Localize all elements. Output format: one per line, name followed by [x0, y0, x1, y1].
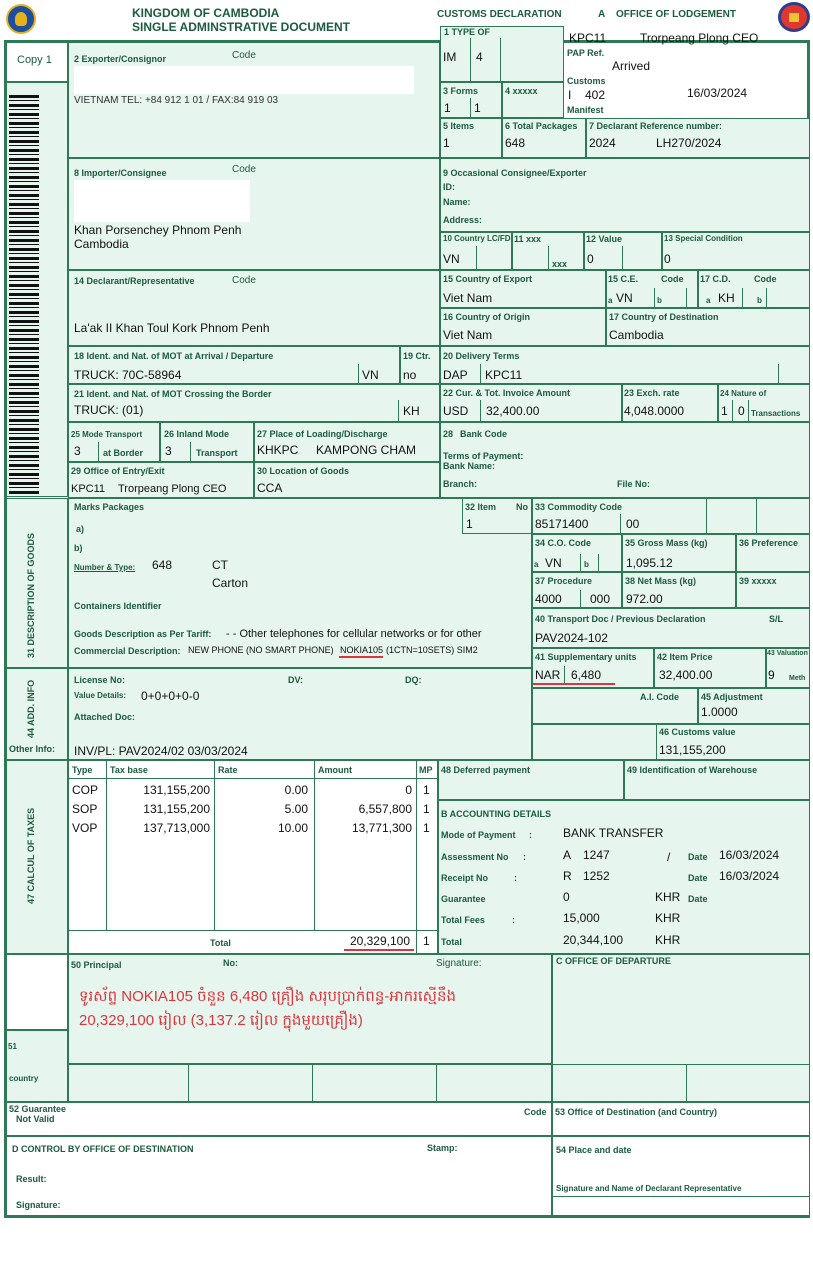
loading-place-name: KAMPONG CHAM	[316, 443, 417, 457]
occasional-name: Name:	[443, 197, 471, 207]
tax-row-type: COP	[72, 783, 99, 797]
ce-label: 15 C.E.	[608, 274, 639, 284]
box51-label: 51	[8, 1042, 17, 1051]
special-condition-value: 0	[664, 252, 671, 266]
dq-label: DQ:	[405, 675, 422, 685]
invoice-amount: 32,400.00	[486, 404, 540, 418]
fees-colon: :	[512, 915, 515, 925]
items-label: 5 Items	[443, 121, 475, 131]
country-lcfd-label: 10 Country LC/FD	[443, 234, 511, 243]
type-im: IM	[443, 50, 457, 64]
lodgement-code: KPC11	[569, 31, 607, 45]
accounting-total-value: 20,344,100	[563, 933, 624, 947]
transport-doc-sl: S/L	[769, 614, 784, 624]
tax-row-mp: 1	[423, 802, 430, 816]
supplementary-value: 6,480	[571, 668, 602, 682]
valuation-value: 9	[768, 668, 775, 682]
exporter-redacted	[74, 66, 414, 94]
customs-label: Customs	[567, 76, 606, 86]
tax-row-base: 137,713,000	[143, 821, 210, 835]
deferred-payment-label: 48 Deferred payment	[441, 765, 531, 775]
cd-b: b	[757, 296, 762, 305]
receipt-label: Receipt No	[441, 873, 489, 883]
exporter-label: 2 Exporter/Consignor	[74, 54, 167, 64]
accounting-total-currency: KHR	[655, 933, 681, 947]
cd-value: KH	[718, 291, 735, 305]
tax-row-base: 131,155,200	[143, 783, 210, 797]
handwritten-note-line1: ទូរស័ព្ទ NOKIA105 ចំនួន 6,480 គ្រឿង សរុបប្រាក់ពន្ធ-អាករស្មើនឹង	[79, 988, 456, 1005]
assessment-number: 1247	[583, 848, 610, 862]
procedure-v2: 000	[590, 592, 611, 606]
customs-number: 402	[585, 88, 606, 102]
value-details-value: 0+0+0+0-0	[141, 689, 200, 703]
principal-no-label: No:	[223, 958, 238, 968]
transport-doc-value: PAV2024-102	[535, 631, 608, 645]
mot-border-label: 21 Ident. and Nat. of MOT Crossing the Border	[74, 389, 272, 399]
pap-ref-label: PAP Ref.	[567, 48, 605, 58]
tax-row-type: VOP	[72, 821, 98, 835]
header-title-2: SINGLE ADMINSTRATIVE DOCUMENT	[132, 20, 350, 34]
location-goods-value: CCA	[257, 481, 283, 495]
office-entry-label: 29 Office of Entry/Exit	[71, 466, 165, 476]
inv-value: INV/PL: PAV2024/02 03/03/2024	[74, 744, 248, 758]
guarantee-row-label: 52 Guarantee	[9, 1104, 67, 1114]
mot-border-nat: KH	[403, 404, 420, 418]
exch-rate-label: 23 Exch. rate	[624, 388, 680, 398]
packages-value: 648	[505, 136, 526, 150]
tax-header-rate: Rate	[218, 765, 238, 775]
emblem-center-icon	[789, 13, 799, 22]
exporter-code-label: Code	[232, 50, 256, 61]
bank-name-label: Bank Name:	[443, 461, 496, 471]
inland-mode-value: 3	[165, 444, 172, 458]
occasional-address: Address:	[443, 215, 483, 225]
mode-transport-sub: at Border	[103, 448, 144, 458]
customs-date: 16/03/2024	[687, 86, 748, 100]
warehouse-label: 49 Identification of Warehouse	[627, 765, 758, 775]
cd-a: a	[706, 296, 711, 305]
tax-total-label: Total	[210, 938, 231, 948]
tax-header-amount: Amount	[318, 765, 352, 775]
branch-label: Branch:	[443, 479, 478, 489]
tax-header-type: Type	[72, 765, 93, 775]
fees-value: 15,000	[563, 911, 600, 925]
assessment-slash: /	[667, 850, 671, 864]
item-no-label: 32 Item	[465, 502, 497, 512]
fees-label: Total Fees	[441, 915, 485, 925]
supplementary-label: 41 Supplementary units	[535, 652, 637, 662]
country-destination-label: 17 Country of Destination	[609, 312, 719, 322]
commercial-value-post: (1CTN=10SETS) SIM2	[386, 645, 478, 655]
terms-of-payment-label: Terms of Payment:	[443, 451, 524, 461]
guarantee-value: 0	[563, 890, 570, 904]
assessment-date-label: Date	[688, 852, 708, 862]
box51-country: country	[9, 1074, 39, 1083]
other-info-label: Other Info:	[9, 744, 55, 754]
tax-row-mp: 1	[423, 783, 430, 797]
customs-value-label: 46 Customs value	[659, 727, 736, 737]
mot-arrival-value: TRUCK: 70C-58964	[74, 368, 182, 382]
forms-label: 3 Forms	[443, 86, 479, 96]
marks-packages-label: Marks Packages	[74, 502, 145, 512]
packages-unit-code: CT	[212, 558, 228, 572]
file-no-label: File No:	[617, 479, 650, 489]
guarantee-date-label: Date	[688, 894, 708, 904]
nature-sub: Transactions	[751, 409, 801, 418]
taxes-side-box	[6, 760, 68, 954]
tax-total-underline	[344, 949, 414, 951]
co-code-a: a	[534, 560, 539, 569]
item-price-value: 32,400.00	[659, 668, 713, 682]
tax-total-mp: 1	[423, 934, 430, 948]
cd-label: 17 C.D.	[700, 274, 731, 284]
invoice-label: 22 Cur. & Tot. Invoice Amount	[443, 388, 571, 398]
ce-value: VN	[616, 291, 633, 305]
asean-logo-inner-icon	[15, 12, 27, 26]
license-label: License No:	[74, 675, 126, 685]
mode-transport-value: 3	[74, 444, 81, 458]
mot-arrival-label: 18 Ident. and Nat. of MOT at Arrival / Departure	[74, 351, 274, 361]
tax-row-amount: 13,771,300	[351, 821, 412, 835]
assessment-colon: :	[523, 852, 526, 862]
tariff-value: - - Other telephones for cellular networks or for other	[226, 628, 482, 640]
payment-mode-label: Mode of Payment	[441, 830, 516, 840]
special-condition-label: 13 Special Condition	[664, 234, 743, 243]
tax-total-value: 20,329,100	[349, 934, 410, 948]
net-mass-value: 972.00	[626, 592, 663, 606]
nature-v1: 1	[721, 404, 728, 418]
office-a-label: A	[598, 9, 606, 20]
asean-logo	[6, 4, 36, 34]
stamp-label: Stamp:	[427, 1143, 458, 1153]
gross-mass-value: 1,095.12	[626, 556, 673, 570]
assessment-date: 16/03/2024	[719, 848, 780, 862]
preference-label: 36 Preference	[739, 538, 799, 548]
model-underline	[339, 656, 383, 658]
items-value: 1	[443, 136, 450, 150]
receipt-number: 1252	[583, 869, 610, 883]
valuation-sub: Meth	[789, 675, 806, 682]
country-export-label: 15 Country of Export	[443, 274, 533, 284]
marks-b: b)	[74, 543, 83, 553]
type-number: 4	[476, 50, 483, 64]
guarantee-label: Guarantee	[441, 894, 486, 904]
importer-addr1: Khan Porsenchey Phnom Penh	[74, 223, 242, 237]
guarantee-row-sub: Not Valid	[16, 1114, 55, 1124]
place-date-label: 54 Place and date	[556, 1145, 632, 1155]
importer-addr2: Cambodia	[74, 237, 129, 251]
commodity-code: 85171400	[535, 517, 589, 531]
fees-currency: KHR	[655, 911, 681, 925]
importer-code-label: Code	[232, 164, 256, 175]
principal-signature-label: Signature:	[436, 958, 482, 969]
declarant-signature-label: Signature and Name of Declarant Representative	[556, 1184, 742, 1193]
adjustment-value: 1.0000	[701, 705, 738, 719]
assessment-label: Assessment No	[441, 852, 509, 862]
commercial-value-model: NOKIA105	[340, 645, 384, 655]
tax-row-mp: 1	[423, 821, 430, 835]
declarant-address: La'ak II Khan Toul Kork Phnom Penh	[74, 321, 270, 335]
ce-a: a	[608, 296, 613, 305]
result-label: Result:	[16, 1174, 47, 1184]
manifest-label: Manifest	[567, 105, 604, 115]
mode-transport-label: 25 Mode Transport	[71, 430, 143, 439]
ai-code-label: A.I. Code	[640, 692, 680, 702]
forms-v1: 1	[444, 101, 451, 115]
dv-label: DV:	[288, 675, 304, 685]
tax-row-rate: 0.00	[284, 783, 308, 797]
tax-row-type: SOP	[72, 802, 98, 816]
forms-v2: 1	[474, 101, 481, 115]
control-destination-label: D CONTROL BY OFFICE OF DESTINATION	[12, 1144, 194, 1154]
exch-rate-value: 4,048.0000	[624, 404, 685, 418]
ce-b: b	[657, 296, 662, 305]
payment-mode-colon: :	[529, 830, 532, 840]
box6-side-top	[6, 954, 68, 1030]
country-export-value: Viet Nam	[443, 291, 493, 305]
co-code-b: b	[584, 560, 589, 569]
packages-label: 6 Total Packages	[505, 121, 578, 131]
transport-doc-label: 40 Transport Doc / Previous Declaration	[535, 614, 706, 624]
customs-value-value: 131,155,200	[659, 743, 726, 757]
mot-arrival-nat: VN	[362, 368, 379, 382]
attached-doc-label: Attached Doc:	[74, 712, 136, 722]
country-origin-value: Viet Nam	[443, 328, 493, 342]
bank-code-label: Bank Code	[460, 429, 508, 439]
pap-ref-value: Arrived	[612, 59, 651, 73]
value-details-label: Value Details:	[74, 691, 127, 700]
number-type-label: Number & Type:	[74, 563, 136, 572]
goods-side-label: 31 DESCRIPTION OF GOODS	[26, 532, 36, 658]
box4-label: 4 xxxxx	[505, 86, 538, 96]
tariff-label: Goods Description as Per Tariff:	[74, 629, 212, 639]
header-title-1: KINGDOM OF CAMBODIA	[132, 6, 280, 20]
receipt-date: 16/03/2024	[719, 869, 780, 883]
location-goods-label: 30 Location of Goods	[257, 466, 350, 476]
procedure-v1: 4000	[535, 592, 562, 606]
loading-place-code: KHKPC	[257, 443, 299, 457]
procedure-label: 37 Procedure	[535, 576, 593, 586]
office-of-lodgement-label: OFFICE OF LODGEMENT	[616, 9, 736, 20]
commodity-suffix: 00	[626, 517, 640, 531]
loading-place-label: 27 Place of Loading/Discharge	[257, 429, 388, 439]
goods-side-box	[6, 498, 68, 668]
office-destination-label: 53 Office of Destination (and Country)	[555, 1107, 718, 1117]
box11-label: 11 xxx	[514, 234, 542, 244]
tax-header-base: Tax base	[110, 765, 148, 775]
supplementary-underline	[533, 683, 615, 685]
assessment-letter: A	[563, 848, 572, 862]
country-origin-label: 16 Country of Origin	[443, 312, 531, 322]
payment-mode-value: BANK TRANSFER	[563, 826, 664, 840]
office-entry-name: Trorpeang Plong CEO	[118, 483, 227, 495]
invoice-currency: USD	[443, 404, 469, 418]
delivery-terms-place: KPC11	[485, 368, 523, 382]
customs-emblem	[778, 2, 810, 32]
value-label: 12 Value	[586, 234, 623, 244]
type-label: 1 TYPE OF	[444, 27, 491, 37]
packages-unit-name: Carton	[212, 576, 249, 590]
box51-row	[68, 1064, 552, 1102]
box51-side	[6, 1030, 68, 1102]
declarant-label: 14 Declarant/Representative	[74, 276, 195, 286]
ctr-label: 19 Ctr.	[403, 351, 431, 361]
commodity-label: 33 Commodity Code	[535, 502, 623, 512]
inland-mode-label: 26 Inland Mode	[164, 429, 230, 439]
value-value: 0	[587, 252, 594, 266]
tax-header-mp: MP	[419, 765, 433, 775]
containers-label: Containers Identifier	[74, 601, 162, 611]
ctr-value: no	[403, 368, 417, 382]
box39-label: 39 xxxxx	[739, 576, 777, 586]
tax-row-base: 131,155,200	[143, 802, 210, 816]
bank-number: 28	[443, 429, 454, 439]
cd-code-label: Code	[754, 274, 777, 284]
tax-row-rate: 5.00	[284, 802, 308, 816]
accounting-label: B ACCOUNTING DETAILS	[441, 809, 551, 819]
nature-label: 24 Nature of	[720, 389, 767, 398]
guarantee-row-code: Code	[524, 1107, 547, 1117]
control-signature-label: Signature:	[16, 1200, 61, 1210]
office-departure-box	[552, 954, 810, 1102]
declarant-ref-label: 7 Declarant Reference number:	[589, 121, 723, 131]
item-no-no-label: No	[516, 502, 528, 512]
commercial-label: Commercial Description:	[74, 646, 181, 656]
tax-row-amount: 6,557,800	[358, 802, 412, 816]
supplementary-unit: NAR	[535, 668, 561, 682]
packages-qty: 648	[152, 558, 173, 572]
principal-label: 50 Principal	[71, 960, 122, 970]
declarant-code-label: Code	[232, 275, 256, 286]
delivery-terms-label: 20 Delivery Terms	[443, 351, 520, 361]
exporter-partial-text: VIETNAM TEL: +84 912 1 01 / FAX:84 919 03	[74, 95, 279, 104]
co-code-value: VN	[545, 556, 562, 570]
lodgement-office: Trorpeang Plong CEO	[640, 31, 759, 45]
guarantee-currency: KHR	[655, 890, 681, 904]
item-no-value: 1	[466, 517, 473, 531]
mot-border-value: TRUCK: (01)	[74, 403, 144, 417]
guarantee-row	[6, 1102, 552, 1136]
receipt-date-label: Date	[688, 873, 708, 883]
commercial-value-pre: NEW PHONE (NO SMART PHONE)	[188, 645, 334, 655]
office-departure-label: C OFFICE OF DEPARTURE	[556, 956, 671, 966]
taxes-side-label: 47 CALCUL OF TAXES	[26, 807, 36, 904]
declarant-ref-year: 2024	[589, 136, 616, 150]
adjustment-label: 45 Adjustment	[701, 692, 763, 702]
valuation-label: 43 Valuation	[767, 650, 808, 657]
handwritten-note-line2: 20,329,100 រៀល (3,137.2 រៀល ក្នុងមួយគ្រឿង)	[79, 1012, 363, 1029]
customs-i: I	[568, 88, 572, 102]
importer-label: 8 Importer/Consignee	[74, 168, 167, 178]
gross-mass-label: 35 Gross Mass (kg)	[625, 538, 708, 548]
inland-mode-sub: Transport	[196, 448, 238, 458]
country-destination-value: Cambodia	[609, 328, 664, 342]
country-lcfd-value: VN	[443, 252, 460, 266]
co-code-label: 34 C.O. Code	[535, 538, 592, 548]
declarant-ref-number: LH270/2024	[656, 136, 722, 150]
nature-v2: 0	[738, 404, 745, 418]
receipt-letter: R	[563, 869, 572, 883]
occasional-id: ID:	[443, 182, 455, 192]
accounting-total-label: Total	[441, 937, 462, 947]
tax-row-rate: 10.00	[277, 821, 308, 835]
principal-box	[68, 954, 552, 1064]
ce-code-label: Code	[661, 274, 684, 284]
occasional-label: 9 Occasional Consignee/Exporter	[443, 168, 587, 178]
marks-a: a)	[76, 524, 85, 534]
addinfo-side-label: 44 ADD. INFO	[26, 679, 36, 738]
box11-sub: xxx	[552, 259, 568, 269]
delivery-terms-term: DAP	[443, 368, 468, 382]
item-price-label: 42 Item Price	[657, 652, 713, 662]
tax-row-amount: 0	[405, 783, 412, 797]
importer-redacted	[74, 180, 250, 222]
customs-declaration-label: CUSTOMS DECLARATION	[437, 9, 562, 20]
receipt-colon: :	[514, 873, 517, 883]
barcode-icon	[9, 95, 39, 495]
office-entry-code: KPC11	[71, 483, 106, 495]
net-mass-label: 38 Net Mass (kg)	[625, 576, 697, 586]
copy-label: Copy 1	[17, 54, 52, 66]
